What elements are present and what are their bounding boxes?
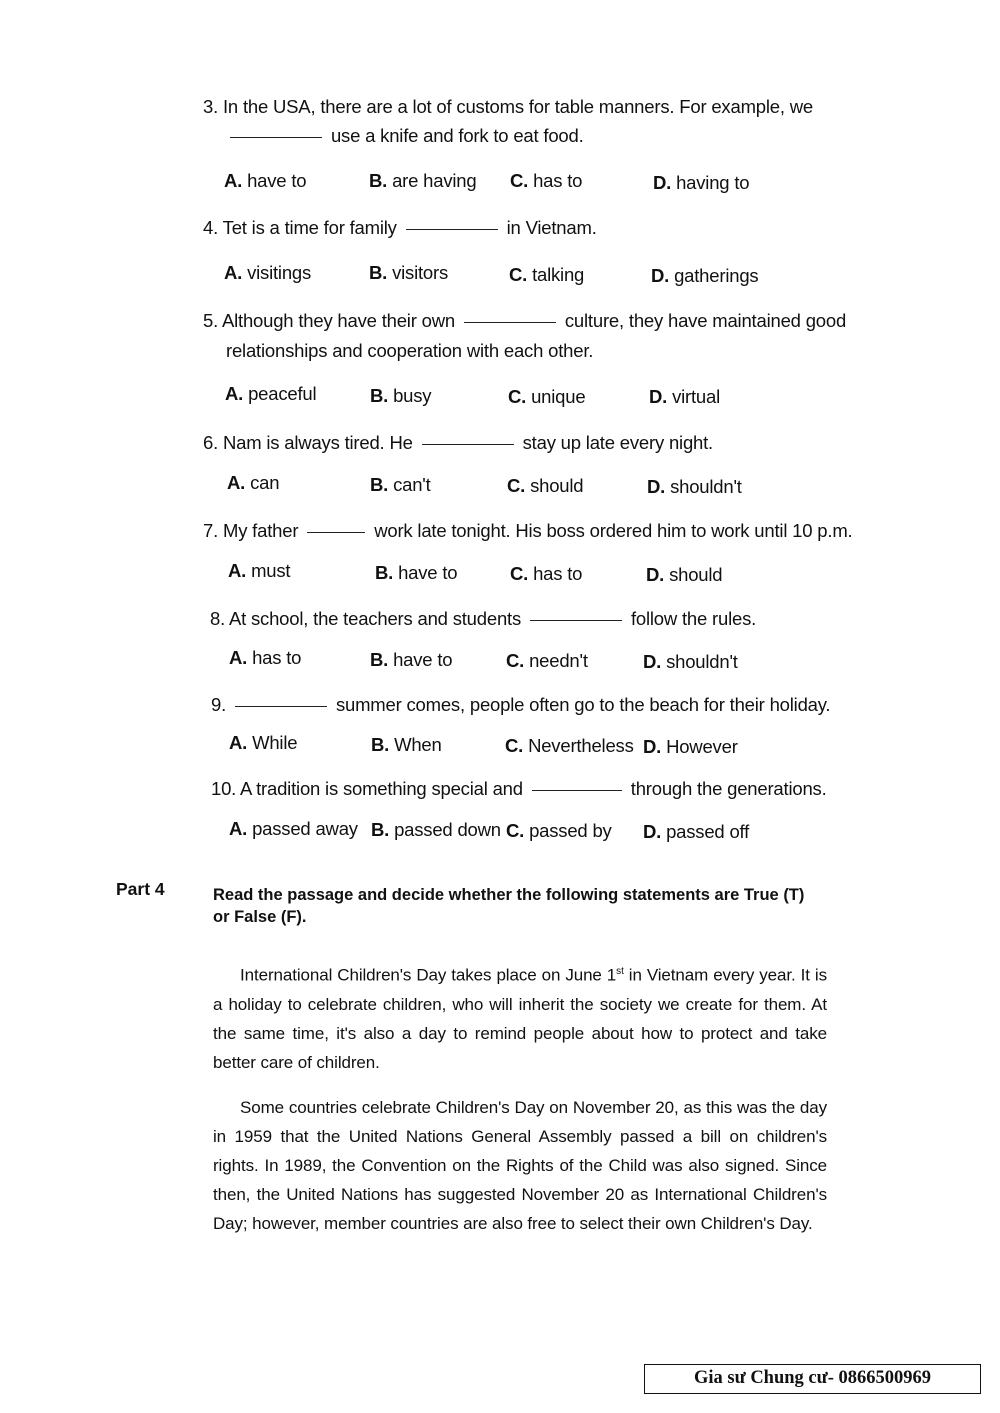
option-b: B. have to: [370, 649, 453, 670]
option-d: D. virtual: [649, 386, 721, 407]
option-b: B. visitors: [369, 262, 449, 283]
answer-blank: [406, 229, 498, 230]
option-c: C. unique: [508, 386, 586, 407]
question-5: 5. Although they have their own culture, they have maintained good: [203, 310, 847, 331]
option-b: B. When: [371, 734, 442, 755]
option-b: B. have to: [375, 562, 458, 583]
option-c: C. passed by: [506, 820, 612, 841]
option-a: A. visitings: [224, 262, 312, 283]
option-a: A. peaceful: [225, 383, 317, 404]
option-a: A. While: [229, 732, 298, 753]
option-c: C. has to: [510, 563, 583, 584]
answer-blank: [235, 706, 327, 707]
option-b: B. can't: [370, 474, 431, 495]
option-c: C. Nevertheless: [505, 735, 634, 756]
question-5-continuation: relationships and cooperation with each other.: [226, 340, 594, 361]
option-b: B. are having: [369, 170, 477, 191]
option-b: B. busy: [370, 385, 432, 406]
question-3-continuation: use a knife and fork to eat food.: [226, 122, 584, 150]
passage-paragraph-2: Some countries celebrate Children's Day on November 20, as this was the day in 1959 that the United Nations General Assembly passed a bill on children's rights. In 1989, the Convention on the Rights of the Child was also signed. Since then, the United Nations has suggested November 20 as International Children's Day; however, member countries are also free to select their own Children's Day.: [213, 1098, 827, 1233]
option-d: D. having to: [653, 172, 750, 193]
option-d: D. shouldn't: [647, 476, 742, 497]
answer-blank: [307, 532, 365, 533]
answer-blank: [464, 322, 556, 323]
option-a: A. can: [227, 472, 280, 493]
option-a: A. passed away: [229, 818, 358, 839]
answer-blank: [230, 137, 322, 138]
option-c: C. talking: [509, 264, 585, 285]
question-9: 9. summer comes, people often go to the beach for their holiday.: [211, 694, 831, 715]
question-8: 8. At school, the teachers and students follow the rules.: [210, 608, 757, 629]
question-4: 4. Tet is a time for family in Vietnam.: [203, 217, 597, 238]
question-3: 3. In the USA, there are a lot of customs for table manners. For example, we: [203, 96, 813, 117]
question-10: 10. A tradition is something special and through the generations.: [211, 778, 827, 799]
part-instruction: Read the passage and decide whether the following statements are True (T) or False (F).: [213, 886, 805, 926]
option-d: D. However: [643, 736, 738, 757]
option-c: C. has to: [510, 170, 583, 191]
part-label: Part 4: [116, 879, 165, 899]
option-d: D. gatherings: [651, 265, 759, 286]
option-d: D. passed off: [643, 821, 750, 842]
option-c: C. needn't: [506, 650, 588, 671]
option-a: A. has to: [229, 647, 302, 668]
footer-contact-box: Gia sư Chung cư- 0866500969: [644, 1364, 981, 1394]
answer-blank: [532, 790, 622, 791]
answer-blank: [422, 444, 514, 445]
option-d: D. shouldn't: [643, 651, 738, 672]
option-a: A. must: [228, 560, 291, 581]
answer-blank: [530, 620, 622, 621]
option-b: B. passed down: [371, 819, 501, 840]
question-7: 7. My father work late tonight. His boss ordered him to work until 10 p.m.: [203, 520, 853, 541]
option-a: A. have to: [224, 170, 307, 191]
question-6: 6. Nam is always tired. He stay up late every night.: [203, 432, 713, 453]
option-d: D. should: [646, 564, 723, 585]
passage-paragraph-1: International Children's Day takes place on June 1st in Vietnam every year. It is a holiday to celebrate children, who will inherit the society we create for them. At the same time, it's also a day to remind people about how to protect and take better care of children.: [213, 965, 827, 1072]
option-c: C. should: [507, 475, 584, 496]
